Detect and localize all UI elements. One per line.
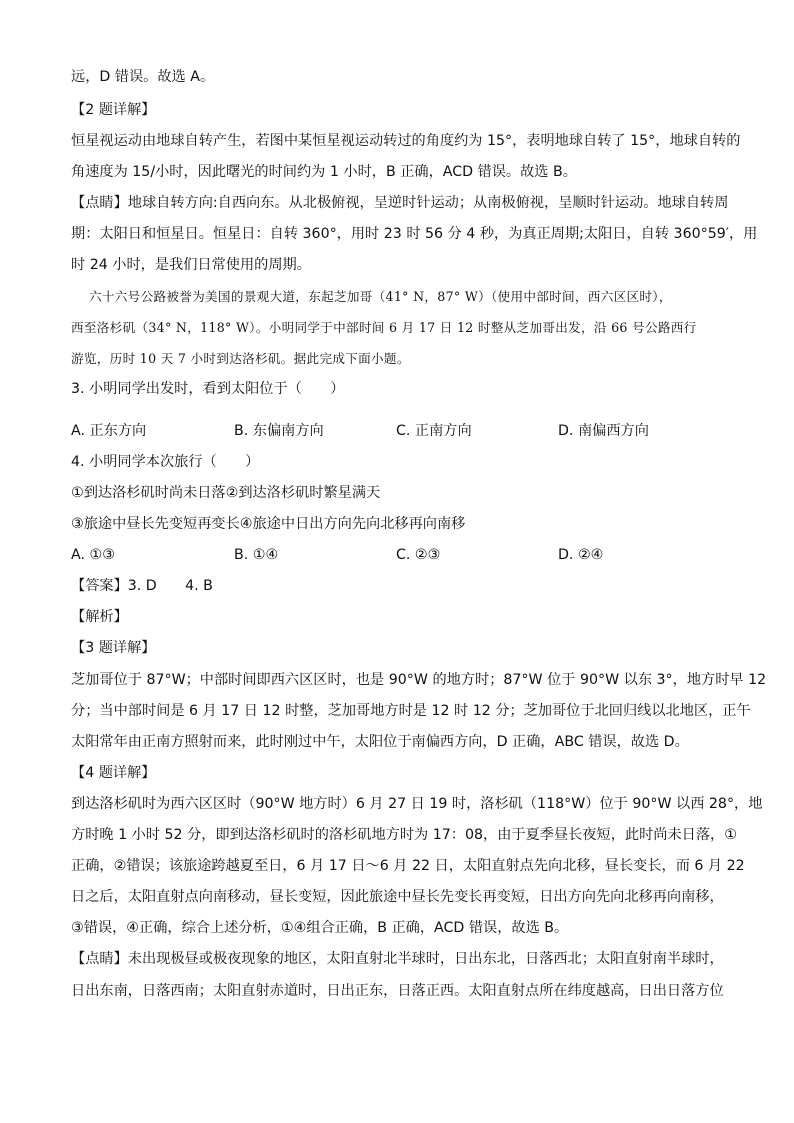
text-line: ③错误，④正确，综合上述分析，①④组合正确，B 正确，ACD 错误，故选 B。 <box>71 920 569 936</box>
text-line: 【点睛】地球自转方向:自西向东。从北极俯视，呈逆时针运动；从南极俯视，呈顺时针运动。地球自转周 <box>71 195 729 211</box>
q4-option-c: C. ②③ <box>396 547 441 563</box>
q3-option-c: C. 正南方向 <box>396 423 472 439</box>
q3-option-a: A. 正东方向 <box>71 423 147 439</box>
answer-line: 【答案】3. D 4. B <box>71 578 213 594</box>
text-line: 日出东南，日落西南；太阳直射赤道时，日出正东，日落正西。太阳直射点所在纬度越高，日出日落方位 <box>71 983 724 999</box>
section-heading: 【2 题详解】 <box>71 102 156 118</box>
q3-option-b: B. 东偏南方向 <box>234 423 324 439</box>
section-heading: 【4 题详解】 <box>71 765 156 781</box>
text-line: 期：太阳日和恒星日。恒星日：自转 360°，用时 23 时 56 分 4 秒，为真正周期;太阳日，自转 360°59′，用 <box>71 226 758 242</box>
text-line: 到达洛杉矶时为西六区区时（90°W 地方时）6 月 27 日 19 时，洛杉矶（118°W）位于 90°W 以西 28°，地 <box>71 796 763 812</box>
text-line: 日之后，太阳直射点向南移动，昼长变短，因此旅途中昼长先变长再变短，日出方向先向北移再向南移， <box>71 889 724 905</box>
text-line: 时 24 小时，是我们日常使用的周期。 <box>71 257 311 273</box>
text-line: 角速度为 15/小时，因此曙光的时间约为 1 小时，B 正确，ACD 错误。故选 B。 <box>71 164 577 180</box>
text-line: 恒星视运动由地球自转产生，若图中某恒星视运动转过的角度约为 15°，表明地球自转了 15°，地球自转的 <box>71 133 741 149</box>
text-line: 芝加哥位于 87°W；中部时间即西六区区时，也是 90°W 的地方时；87°W 位于 90°W 以东 3°，地方时早 12 <box>71 672 767 688</box>
passage-line: 游览，历时 10 天 7 小时到达洛杉矶。据此完成下面小题。 <box>71 351 410 366</box>
text-line: 太阳常年由正南方照射而来，此时刚过中午，太阳位于南偏西方向，D 正确，ABC 错误，故选 D。 <box>71 734 689 750</box>
q4-option-d: D. ②④ <box>558 547 604 563</box>
question-3: 3. 小明同学出发时，看到太阳位于（ ） <box>71 381 345 397</box>
passage-line: 西至洛杉矶（34° N，118° W）。小明同学于中部时间 6 月 17 日 12 时整从芝加哥出发，沿 66 号公路西行 <box>71 320 697 335</box>
section-heading: 【3 题详解】 <box>71 640 156 656</box>
statement-line: ①到达洛杉矶时尚未日落②到达洛杉矶时繁星满天 <box>71 485 381 501</box>
text-line: 【点睛】未出现极昼或极夜现象的地区，太阳直射北半球时，日出东北，日落西北；太阳直射南半球时， <box>71 951 724 967</box>
text-line: 方时晚 1 小时 52 分，即到达洛杉矶时的洛杉矶地方时为 17：08，由于夏季昼长夜短，此时尚未日落，① <box>71 827 737 843</box>
text-line: 分；当中部时间是 6 月 17 日 12 时整，芝加哥地方时是 12 时 12 分；芝加哥位于北回归线以北地区，正午 <box>71 703 751 719</box>
q4-option-a: A. ①③ <box>71 547 115 563</box>
q4-option-b: B. ①④ <box>234 547 279 563</box>
question-4: 4. 小明同学本次旅行（ ） <box>71 454 260 470</box>
statement-line: ③旅途中昼长先变短再变长④旅途中日出方向先向北移再向南移 <box>71 516 466 532</box>
text-line: 正确，②错误；该旅途跨越夏至日，6 月 17 日～6 月 22 日，太阳直射点先向北移，昼长变长，而 6 月 22 <box>71 858 745 874</box>
text-line: 远，D 错误。故选 A。 <box>71 69 215 85</box>
q3-option-d: D. 南偏西方向 <box>558 423 649 439</box>
section-heading: 【解析】 <box>71 609 128 625</box>
passage-line: 六十六号公路被誉为美国的景观大道，东起芝加哥（41° N，87° W）（使用中部时间，西六区区时）， <box>89 289 672 304</box>
